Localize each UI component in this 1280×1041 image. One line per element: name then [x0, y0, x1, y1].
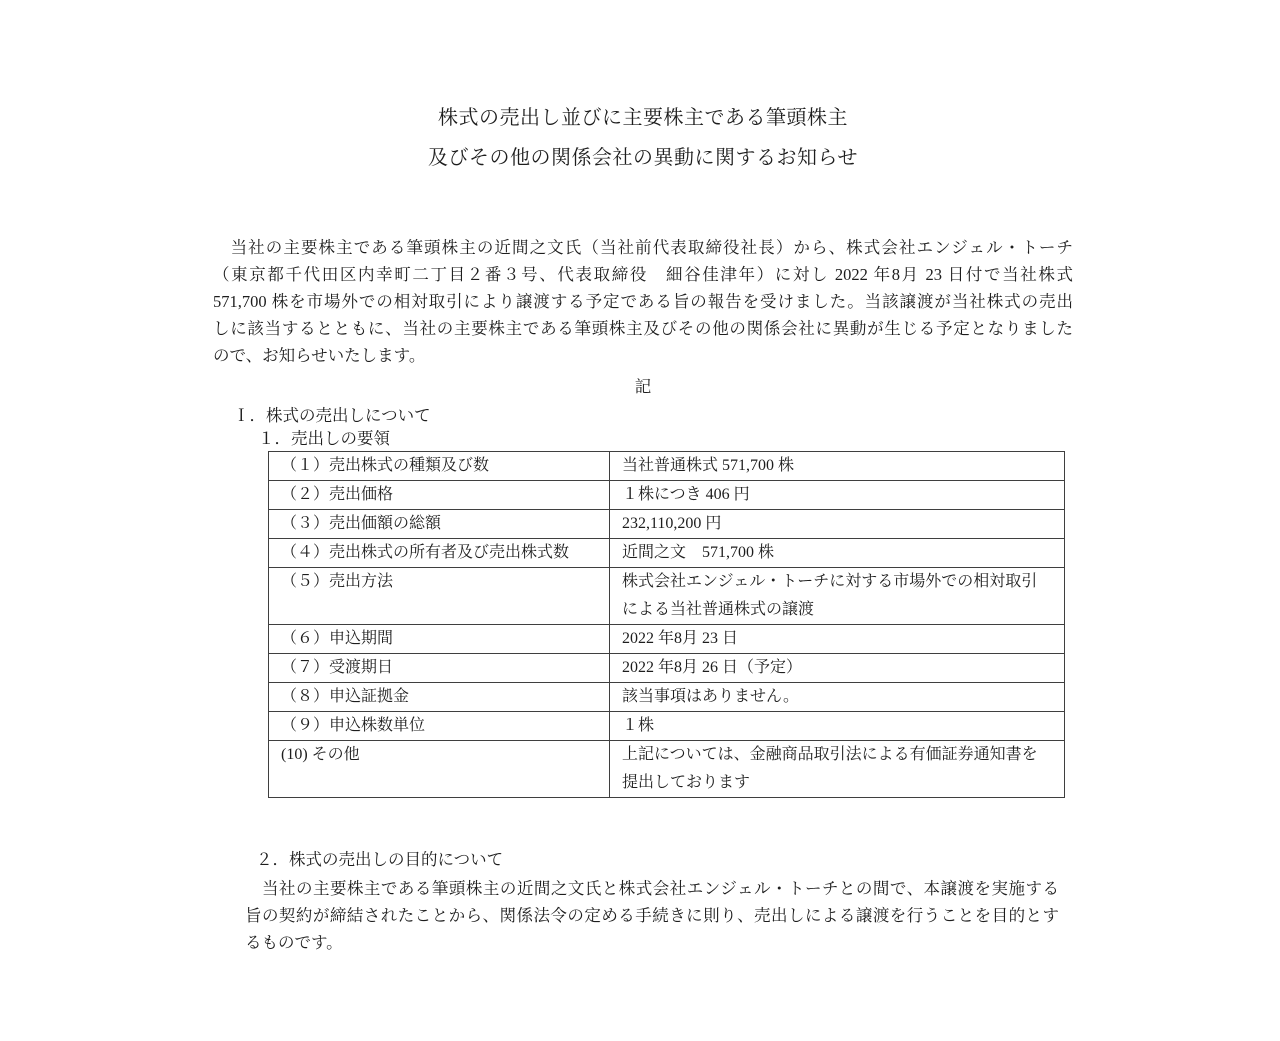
- row-value: 2022 年8月 23 日: [622, 630, 739, 647]
- title-line-1: 株式の売出し並びに主要株主である筆頭株主: [438, 107, 848, 129]
- table-row: [269, 452, 1064, 481]
- section1-heading: Ｉ．株式の売出しについて: [233, 406, 431, 425]
- row-label: （１）売出株式の種類及び数: [269, 452, 610, 480]
- text-line: 当社の主要株主である筆頭株主の近間之文氏と株式会社エンジェル・トーチとの間で、本譲渡を実施する: [245, 879, 1059, 898]
- row-label: （７）受渡期日: [269, 654, 610, 682]
- text-line: 旨の契約が締結されたことから、関係法令の定める手続きに則り、売出しによる譲渡を行うことを目的とす: [245, 906, 1059, 925]
- section1-sub-heading: １．売出しの要領: [258, 429, 390, 448]
- document-title: [213, 98, 1073, 178]
- table-row: [269, 625, 1064, 654]
- table-row: [269, 568, 1064, 625]
- document-page: [213, 0, 1073, 956]
- text-line: ので、お知らせいたします。: [213, 346, 426, 365]
- row-value: 当社普通株式 571,700 株: [622, 457, 795, 474]
- table-row: [269, 712, 1064, 741]
- row-value: 上記については、金融商品取引法による有価証券通知書を 提出しております: [622, 746, 1038, 791]
- text-line: るものです。: [245, 933, 343, 952]
- row-value: １株: [622, 717, 655, 734]
- row-label: （６）申込期間: [269, 625, 610, 653]
- text-line: 571,700 株を市場外での相対取引により譲渡する予定である旨の報告を受けました。当該譲渡が当社株式の売出: [213, 292, 1073, 311]
- row-label: (10) その他: [269, 741, 610, 797]
- table-row: [269, 654, 1064, 683]
- purpose-paragraph: [245, 875, 1059, 956]
- table-row: [269, 741, 1064, 797]
- ki-marker: 記: [634, 377, 652, 396]
- text-line: しに該当するとともに、当社の主要株主である筆頭株主及びその他の関係会社に異動が生じる予定となりました: [213, 319, 1074, 338]
- row-value: 2022 年8月 26 日（予定）: [622, 659, 803, 676]
- row-value: 近間之文 571,700 株: [622, 544, 775, 561]
- row-value: １株につき 406 円: [622, 486, 750, 503]
- row-label: （２）売出価格: [269, 481, 610, 509]
- table-row: [269, 510, 1064, 539]
- row-label: （３）売出価額の総額: [269, 510, 610, 538]
- row-label: （５）売出方法: [269, 568, 610, 624]
- row-value: 該当事項はありません。: [622, 688, 799, 705]
- intro-paragraph: [213, 234, 1073, 369]
- row-value: 株式会社エンジェル・トーチに対する市場外での相対取引 による当社普通株式の譲渡: [622, 573, 1038, 618]
- text-line: （東京都千代田区内幸町二丁目２番３号、代表取締役 細谷佳津年）に対し 2022 年8月 23 日付で当社株式: [213, 265, 1073, 284]
- row-value: 232,110,200 円: [622, 515, 722, 532]
- table-row: [269, 683, 1064, 712]
- row-label: （８）申込証拠金: [269, 683, 610, 711]
- offering-table: [268, 451, 1065, 798]
- table-row: [269, 481, 1064, 510]
- row-label: （４）売出株式の所有者及び売出株式数: [269, 539, 610, 567]
- table-row: [269, 539, 1064, 568]
- title-line-2: 及びその他の関係会社の異動に関するお知らせ: [428, 147, 858, 169]
- row-label: （９）申込株数単位: [269, 712, 610, 740]
- section2-heading: ２．株式の売出しの目的について: [256, 850, 504, 869]
- text-line: 当社の主要株主である筆頭株主の近間之文氏（当社前代表取締役社長）から、株式会社エンジェル・トーチ: [213, 238, 1073, 257]
